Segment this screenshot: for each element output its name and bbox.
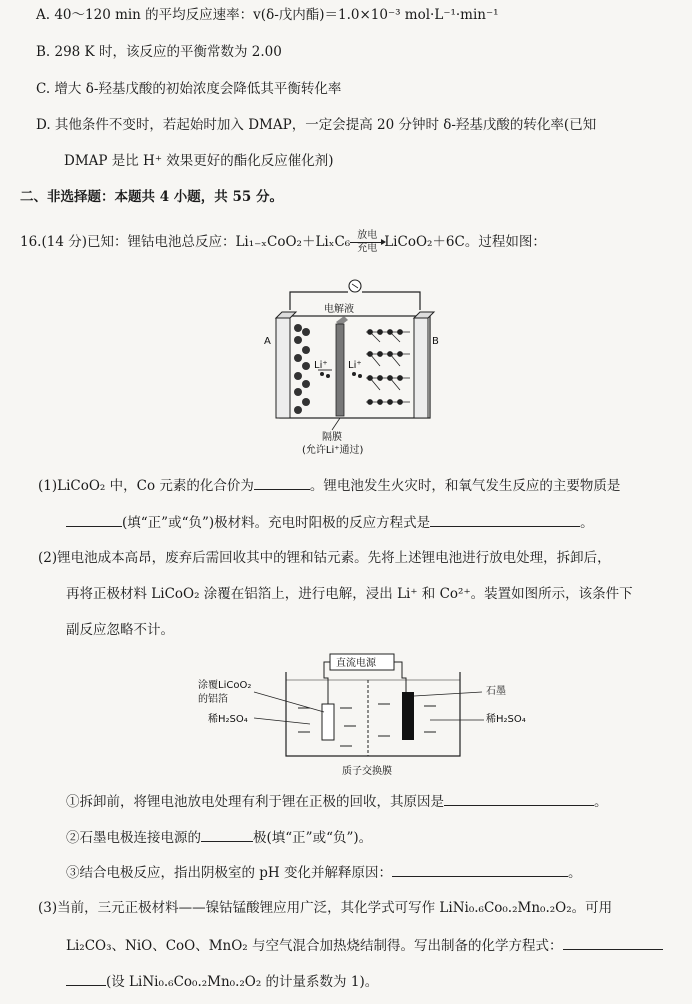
option-a: A. 40～120 min 的平均反应速率：v(δ-戊内酯)＝1.0×10⁻³ mol·L⁻¹·min⁻¹	[36, 7, 499, 23]
sub2-text-a: ②石墨电极连接电源的	[66, 830, 201, 846]
sub1-end: 。	[594, 794, 608, 810]
power-supply-label: 直流电源	[336, 658, 376, 669]
electrolysis-diagram	[198, 652, 538, 780]
section-heading: 二、非选择题：本题共 4 小题，共 55 分。	[20, 189, 283, 205]
part1-text-a: (1)LiCoO₂ 中，Co 元素的化合价为	[38, 478, 254, 494]
q16-part3-line1: (3)当前，三元正极材料——镍钴锰酸锂应用广泛，其化学式可写作 LiNi₀.₆Co₀.₂Mn₀.₂O₂。可用	[38, 900, 613, 916]
q16-part1-line1	[38, 475, 620, 496]
aluminum-foil-electrode	[322, 704, 334, 740]
electrolysis-tank	[286, 672, 460, 756]
reaction-arrow	[350, 231, 384, 254]
answer-blank-anode-equation[interactable]	[430, 512, 580, 527]
q16-part2-line3: 副反应忽略不计。	[66, 622, 174, 638]
answer-blank-pole[interactable]	[201, 827, 253, 842]
option-c: C. 增大 δ-羟基戊酸的初始浓度会降低其平衡转化率	[36, 81, 342, 97]
graphite-electrode	[402, 692, 414, 740]
q16-prefix: 16.(14 分)已知：锂钴电池总反应：Li₁₋ₓCoO₂＋LiₓC₆	[20, 234, 351, 250]
answer-blank-electrode[interactable]	[66, 512, 122, 527]
electrode-a	[276, 318, 290, 418]
li-ion-left: Li⁺	[314, 360, 328, 371]
answer-blank-ph[interactable]	[392, 862, 568, 877]
answer-blank-reason[interactable]	[444, 791, 594, 806]
foil-label-2: 的铝箔	[198, 694, 228, 705]
acid-label-right: 稀H₂SO₄	[486, 714, 526, 725]
electrode-b	[414, 318, 428, 418]
part1-text-b: 。锂电池发生火灾时，和氧气发生反应的主要物质是	[309, 478, 621, 494]
option-d-line2: DMAP 是比 H⁺ 效果更好的酯化反应催化剂)	[64, 153, 334, 169]
sub3-text: ③结合电极反应，指出阴极室的 pH 变化并解释原因：	[66, 865, 392, 881]
q16-sub2	[66, 827, 372, 848]
part1-text-c: (填“正”或“负”)极材料。充电时阳极的反应方程式是	[122, 515, 431, 531]
label-a: A	[264, 336, 271, 347]
battery-diagram	[262, 270, 442, 456]
option-d-line1: D. 其他条件不变时，若起始时加入 DMAP，一定会提高 20 分钟时 δ-羟基戊酸的转化率(已知	[36, 117, 597, 133]
option-b: B. 298 K 时，该反应的平衡常数为 2.00	[36, 44, 282, 60]
sub3-end: 。	[568, 865, 582, 881]
answer-blank-equation-1[interactable]	[563, 935, 663, 950]
label-b: B	[432, 336, 439, 347]
membrane-caption: 质子交换膜	[342, 766, 392, 777]
graphite-label: 石墨	[486, 686, 506, 697]
li-ion-right: Li⁺	[348, 360, 362, 371]
sub1-text: ①拆卸前，将锂电池放电处理有利于锂在正极的回收，其原因是	[66, 794, 444, 810]
acid-label-left: 稀H₂SO₄	[208, 714, 248, 725]
answer-blank-equation-2[interactable]	[66, 971, 106, 986]
q16-sub1	[66, 791, 608, 812]
separator-caption-note: (允许Li⁺通过)	[302, 445, 364, 456]
q16-part1-line2	[66, 512, 594, 533]
part1-text-d: 。	[580, 515, 594, 531]
right-electrode-lattice	[366, 330, 410, 405]
part3-text-c: (设 LiNi₀.₆Co₀.₂Mn₀.₂O₂ 的计量系数为 1)。	[106, 974, 379, 990]
left-electrode-particles	[294, 324, 310, 414]
electrolyte-label: 电解液	[324, 304, 354, 315]
part3-text-b: Li₂CO₃、NiO、CoO、MnO₂ 与空气混合加热烧结制得。写出制备的化学方程式：	[66, 938, 563, 954]
sub2-text-b: 极(填“正”或“负”)。	[253, 830, 373, 846]
q16-part3-line2	[66, 935, 663, 956]
q16-part3-line3	[66, 971, 378, 992]
arrow-top-label: 放电	[357, 230, 378, 241]
separator-caption: 隔膜	[322, 432, 342, 443]
arrow-bottom-label: 充电	[357, 243, 378, 254]
q16-stem	[20, 231, 546, 254]
foil-label-1: 涂覆LiCoO₂	[198, 680, 252, 691]
q16-part2-line2: 再将正极材料 LiCoO₂ 涂覆在铝箔上，进行电解，浸出 Li⁺ 和 Co²⁺。装置如图所示，该条件下	[66, 586, 633, 602]
q16-part2-line1: (2)锂电池成本高昂，废弃后需回收其中的锂和钴元素。先将上述锂电池进行放电处理，拆卸后，	[38, 550, 611, 566]
separator	[336, 324, 344, 416]
answer-blank-valence[interactable]	[254, 475, 310, 490]
q16-sub3	[66, 862, 582, 883]
q16-suffix: LiCoO₂＋6C。过程如图：	[384, 234, 546, 250]
